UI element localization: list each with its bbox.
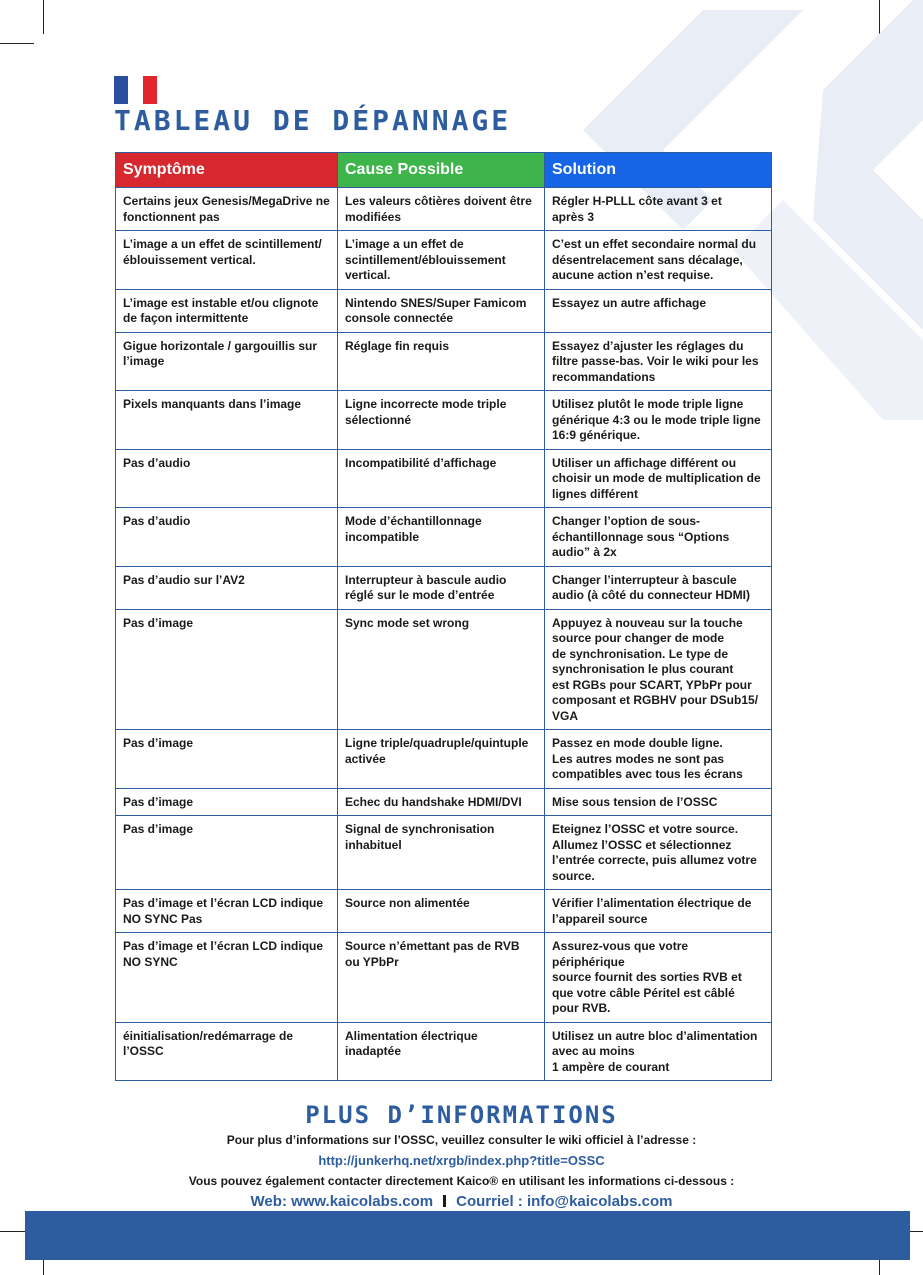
more-info-section (0, 1101, 923, 1210)
table-row (116, 816, 772, 890)
table-header-row (116, 153, 772, 188)
solution-cell: Appuyez à nouveau sur la touche source pour changer de mode de synchronisation. Le type de synchronisation le plus courant est RGBs pour SCART, YPbPr pour composant et RGBHV pour DSub15/ VGA (545, 609, 772, 730)
header-solution: Solution (545, 153, 772, 188)
contact-text: Vous pouvez également contacter directement Kaico® en utilisant les informations ci-dessous : (188, 1174, 735, 1188)
solution-cell: Changer l’option de sous- échantillonnage sous “Options audio” à 2x (545, 508, 772, 567)
header-cause: Cause Possible (338, 153, 545, 188)
flag-blue-stripe (114, 76, 128, 104)
symptom-cell: Pas d’image (116, 816, 338, 890)
symptom-cell: Pas d’image (116, 730, 338, 789)
separator (443, 1195, 446, 1207)
symptom-cell: Certains jeux Genesis/MegaDrive ne fonctionnent pas (116, 188, 338, 231)
table-row (116, 508, 772, 567)
flag-red-stripe (143, 76, 157, 104)
cause-cell: Réglage fin requis (338, 332, 545, 391)
symptom-cell: Gigue horizontale / gargouillis sur l’image (116, 332, 338, 391)
table-row (116, 730, 772, 789)
cause-cell: Nintendo SNES/Super Famicom console connectée (338, 289, 545, 332)
symptom-cell: Pas d’image et l’écran LCD indique NO SYNC Pas (116, 890, 338, 933)
contact-line (0, 1193, 923, 1210)
table-row (116, 788, 772, 816)
more-info-heading: PLUS D’INFORMATIONS (305, 1101, 618, 1129)
solution-cell: Essayez d’ajuster les réglages du filtre passe-bas. Voir le wiki pour les recommandations (545, 332, 772, 391)
wiki-link[interactable]: http://junkerhq.net/xrgb/index.php?title=OSSC (318, 1153, 605, 1168)
table-row (116, 332, 772, 391)
solution-cell: Utilisez plutôt le mode triple ligne générique 4:3 ou le mode triple ligne 16:9 générique. (545, 391, 772, 450)
cause-cell: L’image a un effet de scintillement/éblouissement vertical. (338, 231, 545, 290)
solution-cell: Régler H-PLLL côte avant 3 et après 3 (545, 188, 772, 231)
table-row (116, 188, 772, 231)
solution-cell: Eteignez l’OSSC et votre source. Allumez l’OSSC et sélectionnez l’entrée correcte, puis allumez votre source. (545, 816, 772, 890)
solution-cell: Vérifier l’alimentation électrique de l’appareil source (545, 890, 772, 933)
solution-cell: Assurez-vous que votre périphérique source fournit des sorties RVB et que votre câble Péritel est câblé pour RVB. (545, 933, 772, 1023)
solution-cell: C’est un effet secondaire normal du désentrelacement sans décalage, aucune action n’est requise. (545, 231, 772, 290)
cause-cell: Incompatibilité d’affichage (338, 449, 545, 508)
table-row (116, 933, 772, 1023)
solution-cell: Mise sous tension de l’OSSC (545, 788, 772, 816)
cause-cell: Alimentation électrique inadaptée (338, 1022, 545, 1081)
cause-cell: Mode d’échantillonnage incompatible (338, 508, 545, 567)
cause-cell: Ligne incorrecte mode triple sélectionné (338, 391, 545, 450)
french-flag-icon (114, 76, 157, 104)
table-row (116, 890, 772, 933)
footer-bar (25, 1211, 910, 1260)
email-link[interactable]: Courriel : info@kaicolabs.com (456, 1193, 673, 1210)
more-info-text: Pour plus d’informations sur l’OSSC, veuillez consulter le wiki officiel à l’adresse : (226, 1133, 697, 1147)
flag-white-stripe (128, 76, 142, 104)
cause-cell: Ligne triple/quadruple/quintuple activée (338, 730, 545, 789)
cause-cell: Echec du handshake HDMI/DVI (338, 788, 545, 816)
table-row (116, 289, 772, 332)
symptom-cell: Pas d’image (116, 788, 338, 816)
table-row (116, 1022, 772, 1081)
website-link[interactable]: Web: www.kaicolabs.com (250, 1193, 434, 1210)
symptom-cell: Pas d’audio sur l’AV2 (116, 566, 338, 609)
page-title: TABLEAU DE DÉPANNAGE (114, 104, 512, 137)
solution-cell: Utiliser un affichage différent ou choisir un mode de multiplication de lignes différent (545, 449, 772, 508)
solution-cell: Utilisez un autre bloc d’alimentation avec au moins 1 ampère de courant (545, 1022, 772, 1081)
cause-cell: Sync mode set wrong (338, 609, 545, 730)
symptom-cell: Pas d’image et l’écran LCD indique NO SYNC (116, 933, 338, 1023)
troubleshooting-table (115, 152, 772, 1081)
table-row (116, 566, 772, 609)
symptom-cell: éinitialisation/redémarrage de l’OSSC (116, 1022, 338, 1081)
symptom-cell: Pas d’audio (116, 449, 338, 508)
symptom-cell: L’image a un effet de scintillement/ éblouissement vertical. (116, 231, 338, 290)
symptom-cell: Pas d’image (116, 609, 338, 730)
table-row (116, 231, 772, 290)
solution-cell: Essayez un autre affichage (545, 289, 772, 332)
header-symptom: Symptôme (116, 153, 338, 188)
symptom-cell: Pas d’audio (116, 508, 338, 567)
table-row (116, 609, 772, 730)
solution-cell: Changer l’interrupteur à bascule audio (à côté du connecteur HDMI) (545, 566, 772, 609)
cause-cell: Signal de synchronisation inhabituel (338, 816, 545, 890)
solution-cell: Passez en mode double ligne. Les autres modes ne sont pas compatibles avec tous les écrans (545, 730, 772, 789)
symptom-cell: L’image est instable et/ou clignote de façon intermittente (116, 289, 338, 332)
table-row (116, 391, 772, 450)
cause-cell: Interrupteur à bascule audio réglé sur le mode d’entrée (338, 566, 545, 609)
symptom-cell: Pixels manquants dans l’image (116, 391, 338, 450)
cause-cell: Source n’émettant pas de RVB ou YPbPr (338, 933, 545, 1023)
cause-cell: Les valeurs côtières doivent être modifiées (338, 188, 545, 231)
cause-cell: Source non alimentée (338, 890, 545, 933)
table-row (116, 449, 772, 508)
